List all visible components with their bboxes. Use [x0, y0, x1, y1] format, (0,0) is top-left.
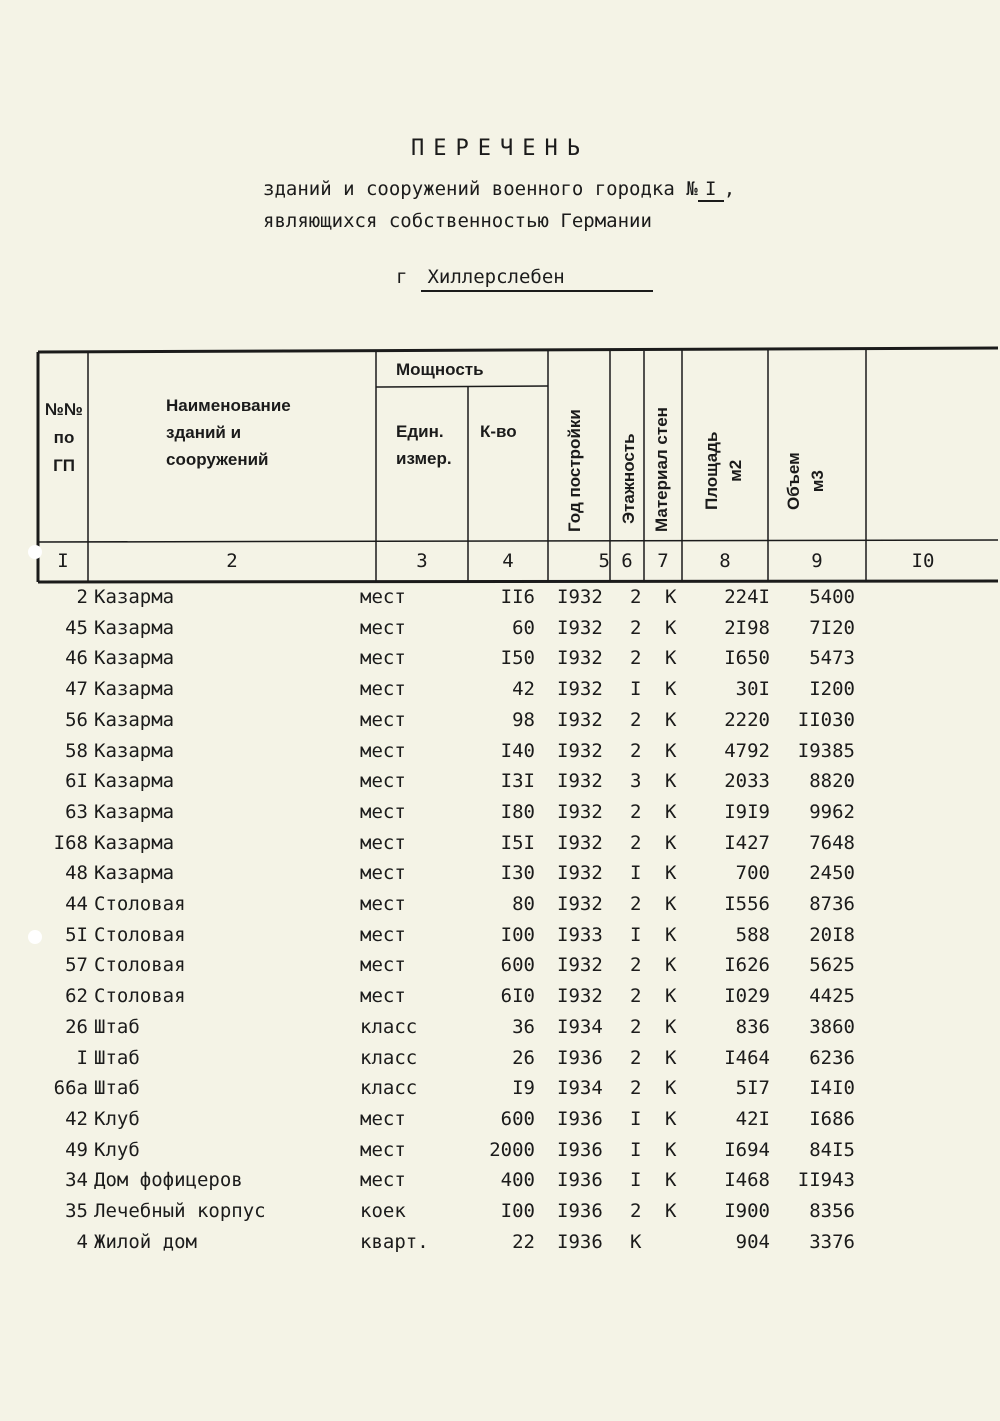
cell-no: 48	[65, 862, 88, 885]
cell-material: К	[665, 1015, 677, 1038]
cell-qty: I50	[500, 647, 535, 670]
cell-qty: 400	[500, 1169, 535, 1192]
cell-name: Казарма	[94, 800, 175, 823]
cell-volume: I200	[809, 678, 855, 701]
cell-volume: 84I5	[809, 1138, 855, 1161]
header-col-name: Наименование зданий и сооружений	[166, 396, 291, 469]
cell-unit: мест	[360, 954, 406, 977]
cell-year: I936	[557, 1138, 603, 1161]
cell-unit: мест	[360, 1107, 406, 1130]
cell-volume: II030	[797, 708, 855, 731]
cell-volume: I686	[809, 1107, 855, 1130]
cell-unit: мест	[360, 616, 406, 639]
cell-no: 66а	[53, 1077, 88, 1100]
cell-no: 62	[65, 985, 88, 1008]
cell-area: I626	[724, 954, 770, 977]
cell-no: 56	[65, 708, 88, 731]
cell-no: 46	[65, 647, 88, 670]
subtitle-text: зданий и сооружений военного городка №	[263, 178, 698, 200]
cell-area: I694	[724, 1138, 770, 1161]
cell-qty: I80	[500, 800, 535, 823]
cell-qty: I40	[500, 739, 535, 762]
cell-name: Столовая	[94, 985, 186, 1008]
cell-qty: 2000	[489, 1138, 535, 1161]
cell-material: К	[665, 923, 677, 946]
cell-volume: I4I0	[809, 1077, 855, 1100]
cell-no: 45	[65, 616, 88, 639]
cell-year: I933	[557, 923, 603, 946]
cell-unit: мест	[360, 831, 406, 854]
table-row	[0, 985, 1000, 1015]
cell-floors: 2	[630, 739, 642, 762]
cell-volume: 4425	[809, 985, 855, 1008]
colnum-2: 2	[226, 550, 238, 572]
cell-unit: мест	[360, 800, 406, 823]
cell-area: I900	[724, 1200, 770, 1222]
cell-no: 57	[65, 954, 88, 977]
header-material: Материал стен	[652, 407, 671, 532]
cell-area: I9I9	[724, 800, 770, 823]
cell-year: I932	[557, 708, 603, 731]
header-col-number: №№ по ГП	[45, 400, 83, 475]
cell-material: К	[665, 708, 677, 731]
colnum-7: 7	[657, 550, 669, 572]
cell-year: I934	[557, 1015, 603, 1038]
cell-qty: 22	[512, 1230, 535, 1253]
cell-unit: мест	[360, 985, 406, 1008]
cell-volume: 5625	[809, 954, 855, 977]
cell-qty: 42	[512, 678, 535, 701]
punch-hole	[28, 545, 42, 559]
cell-unit: мест	[360, 1169, 406, 1192]
cell-year: I932	[557, 616, 603, 639]
subtitle-line-2: являющихся собственностью Германии	[263, 210, 652, 232]
cell-volume: 7I20	[809, 616, 855, 639]
cell-volume: 3860	[809, 1015, 855, 1038]
cell-no: 42	[65, 1107, 88, 1130]
cell-floors: 2	[630, 985, 642, 1008]
cell-year: I936	[557, 1169, 603, 1192]
cell-floors: 2	[630, 800, 642, 823]
table-row	[0, 678, 1000, 708]
table-row	[0, 1169, 1000, 1199]
cell-no: 34	[65, 1169, 88, 1192]
cell-volume: 20I8	[809, 923, 855, 946]
colnum-8: 8	[719, 550, 731, 572]
table-row	[0, 1231, 1000, 1261]
header-year: Год постройки	[565, 409, 584, 532]
cell-name: Казарма	[94, 862, 175, 885]
cell-year: I936	[557, 1200, 603, 1222]
cell-qty: I9	[512, 1077, 535, 1100]
cell-area: I029	[724, 985, 770, 1008]
cell-no: 63	[65, 800, 88, 823]
table-row	[0, 709, 1000, 739]
cell-name: Клуб	[94, 1138, 140, 1161]
cell-floors: 3	[630, 770, 642, 793]
cell-floors: 2	[630, 1200, 642, 1222]
cell-no: 26	[65, 1015, 88, 1038]
cell-floors: 2	[630, 831, 642, 854]
table-header-grid	[0, 0, 1000, 600]
cell-unit: класс	[360, 1046, 418, 1069]
cell-volume: 8736	[809, 893, 855, 915]
cell-unit: мест	[360, 923, 406, 946]
cell-qty: 98	[512, 708, 535, 731]
cell-qty: 36	[512, 1015, 535, 1038]
cell-unit: мест	[360, 1138, 406, 1161]
cell-qty: 60	[512, 616, 535, 639]
cell-material: К	[665, 862, 677, 885]
cell-volume: 5400	[809, 586, 855, 608]
cell-no: I68	[53, 831, 88, 854]
cell-volume: 6236	[809, 1046, 855, 1069]
cell-qty: I30	[500, 862, 535, 885]
cell-unit: класс	[360, 1077, 418, 1100]
city-prefix: г	[396, 266, 408, 288]
city-line	[396, 266, 653, 292]
cell-material: К	[665, 1107, 677, 1130]
cell-year: I936	[557, 1230, 603, 1253]
cell-floors: I	[630, 1107, 642, 1130]
cell-no: 35	[65, 1200, 88, 1222]
cell-no: 49	[65, 1138, 88, 1161]
cell-volume: 8820	[809, 770, 855, 793]
table-row	[0, 1108, 1000, 1138]
cell-qty: 600	[500, 1107, 535, 1130]
cell-material: К	[665, 770, 677, 793]
cell-area: 700	[735, 862, 770, 885]
cell-year: I932	[557, 586, 603, 608]
cell-name: Штаб	[94, 1046, 140, 1069]
cell-volume: I9385	[797, 739, 855, 762]
cell-name: Казарма	[94, 770, 175, 793]
header-qty: К-во	[480, 422, 517, 441]
cell-area: 30I	[735, 678, 770, 701]
table-row	[0, 617, 1000, 647]
cell-qty: 80	[512, 893, 535, 915]
table-row	[0, 924, 1000, 954]
table-row	[0, 1200, 1000, 1230]
cell-year: I936	[557, 1107, 603, 1130]
cell-material: К	[665, 1046, 677, 1069]
cell-area: 224I	[724, 586, 770, 608]
table-row	[0, 1077, 1000, 1107]
cell-year: I932	[557, 647, 603, 670]
cell-floors: I	[630, 1169, 642, 1192]
cell-floors: 2	[630, 616, 642, 639]
cell-name: Казарма	[94, 616, 175, 639]
cell-floors: 2	[630, 647, 642, 670]
cell-name: Столовая	[94, 893, 186, 915]
cell-no: 58	[65, 739, 88, 762]
cell-material: К	[665, 586, 677, 608]
cell-unit: мест	[360, 708, 406, 731]
cell-name: Казарма	[94, 708, 175, 731]
colnum-10: I0	[911, 550, 935, 572]
cell-year: I932	[557, 770, 603, 793]
cell-unit: коек	[360, 1200, 406, 1222]
cell-area: 836	[735, 1015, 770, 1038]
cell-material: К	[665, 831, 677, 854]
cell-qty: 600	[500, 954, 535, 977]
cell-qty: 26	[512, 1046, 535, 1069]
cell-year: I932	[557, 985, 603, 1008]
header-unit: Един. измер.	[396, 422, 452, 468]
cell-qty: I5I	[500, 831, 535, 854]
cell-material: К	[665, 1200, 677, 1222]
city-name: Хиллерслебен	[421, 266, 653, 292]
table-row	[0, 832, 1000, 862]
cell-year: I934	[557, 1077, 603, 1100]
cell-year: I936	[557, 1046, 603, 1069]
cell-material: К	[665, 893, 677, 915]
cell-no: 47	[65, 678, 88, 701]
cell-floors: 2	[630, 954, 642, 977]
cell-material: К	[665, 739, 677, 762]
cell-area: I650	[724, 647, 770, 670]
cell-unit: мест	[360, 678, 406, 701]
cell-area: I427	[724, 831, 770, 854]
cell-volume: 8356	[809, 1200, 855, 1222]
cell-name: Столовая	[94, 954, 186, 977]
cell-name: Жилой дом	[94, 1230, 197, 1253]
cell-qty: 6I0	[500, 985, 535, 1008]
cell-area: 4792	[724, 739, 770, 762]
cell-name: Казарма	[94, 678, 175, 701]
cell-qty: I00	[500, 923, 535, 946]
cell-floors: I	[630, 862, 642, 885]
cell-unit: мест	[360, 893, 406, 915]
cell-volume: 9962	[809, 800, 855, 823]
cell-unit: класс	[360, 1015, 418, 1038]
cell-year: I932	[557, 831, 603, 854]
cell-year: I932	[557, 954, 603, 977]
cell-area: I556	[724, 893, 770, 915]
cell-floors: К	[630, 1230, 642, 1253]
cell-name: Казарма	[94, 739, 175, 762]
table-row	[0, 647, 1000, 677]
cell-material: К	[665, 954, 677, 977]
cell-material: К	[665, 1077, 677, 1100]
cell-material: К	[665, 678, 677, 701]
cell-unit: кварт.	[360, 1230, 429, 1253]
cell-name: Казарма	[94, 647, 175, 670]
cell-volume: 2450	[809, 862, 855, 885]
cell-qty: I3I	[500, 770, 535, 793]
cell-unit: мест	[360, 739, 406, 762]
cell-unit: мест	[360, 770, 406, 793]
cell-material: К	[665, 616, 677, 639]
cell-volume: 5473	[809, 647, 855, 670]
cell-floors: 2	[630, 1015, 642, 1038]
colnum-1: I	[57, 550, 69, 572]
cell-unit: мест	[360, 586, 406, 608]
cell-floors: 2	[630, 1077, 642, 1100]
cell-no: I	[76, 1046, 88, 1069]
cell-floors: 2	[630, 708, 642, 731]
header-floors: Этажность	[619, 433, 638, 524]
cell-name: Штаб	[94, 1077, 140, 1100]
colnum-9: 9	[811, 550, 823, 572]
cell-name: Лечебный корпус	[94, 1200, 266, 1222]
cell-volume: 3376	[809, 1230, 855, 1253]
cell-year: I932	[557, 739, 603, 762]
colnum-3: 3	[416, 550, 428, 572]
cell-floors: 2	[630, 586, 642, 608]
colnum-6: 6	[621, 550, 633, 572]
cell-no: 44	[65, 893, 88, 915]
table-row	[0, 770, 1000, 800]
table-row	[0, 893, 1000, 923]
cell-floors: 2	[630, 893, 642, 915]
cell-unit: мест	[360, 647, 406, 670]
table-row	[0, 1047, 1000, 1077]
cell-material: К	[665, 985, 677, 1008]
table-row	[0, 801, 1000, 831]
cell-area: I468	[724, 1169, 770, 1192]
header-capacity: Мощность	[396, 360, 484, 379]
subtitle-suffix: ,	[723, 178, 736, 200]
header-area: Площадь м2	[702, 431, 745, 510]
punch-hole	[28, 930, 42, 944]
cell-name: Казарма	[94, 586, 175, 608]
table-row	[0, 1016, 1000, 1046]
table-header	[0, 0, 1000, 600]
cell-name: Штаб	[94, 1015, 140, 1038]
cell-floors: I	[630, 678, 642, 701]
cell-area: 588	[735, 923, 770, 946]
cell-material: К	[665, 1169, 677, 1192]
cell-floors: 2	[630, 1046, 642, 1069]
table-row	[0, 586, 1000, 616]
cell-qty: I00	[500, 1200, 535, 1222]
cell-area: I464	[724, 1046, 770, 1069]
cell-name: Казарма	[94, 831, 175, 854]
colnum-5: 5	[598, 550, 610, 572]
cell-area: 5I7	[735, 1077, 770, 1100]
cell-volume: 7648	[809, 831, 855, 854]
cell-no: 6I	[65, 770, 88, 793]
cell-material: К	[665, 800, 677, 823]
table-row	[0, 954, 1000, 984]
table-row	[0, 862, 1000, 892]
cell-material: К	[665, 1138, 677, 1161]
cell-area: 2220	[724, 708, 770, 731]
cell-no: 4	[76, 1230, 88, 1253]
cell-area: 2033	[724, 770, 770, 793]
table-row	[0, 740, 1000, 770]
document-title: ПЕРЕЧЕНЬ	[411, 136, 589, 161]
cell-name: Клуб	[94, 1107, 140, 1130]
cell-floors: I	[630, 923, 642, 946]
cell-floors: I	[630, 1138, 642, 1161]
cell-year: I932	[557, 678, 603, 701]
header-volume: Объем м3	[784, 452, 827, 510]
cell-area: 2I98	[724, 616, 770, 639]
table-row	[0, 1139, 1000, 1169]
colnum-4: 4	[502, 550, 514, 572]
cell-name: Столовая	[94, 923, 186, 946]
cell-qty: II6	[500, 586, 535, 608]
cell-year: I932	[557, 893, 603, 915]
cell-no: 2	[76, 586, 88, 608]
cell-area: 904	[735, 1230, 770, 1253]
subtitle-line-1	[263, 178, 735, 202]
cell-name: Дом фофицеров	[94, 1169, 243, 1192]
cell-unit: мест	[360, 862, 406, 885]
cell-no: 5I	[65, 923, 88, 946]
cell-material: К	[665, 647, 677, 670]
cell-year: I932	[557, 862, 603, 885]
town-number: I	[698, 178, 724, 202]
cell-year: I932	[557, 800, 603, 823]
cell-volume: II943	[797, 1169, 855, 1192]
cell-area: 42I	[735, 1107, 770, 1130]
